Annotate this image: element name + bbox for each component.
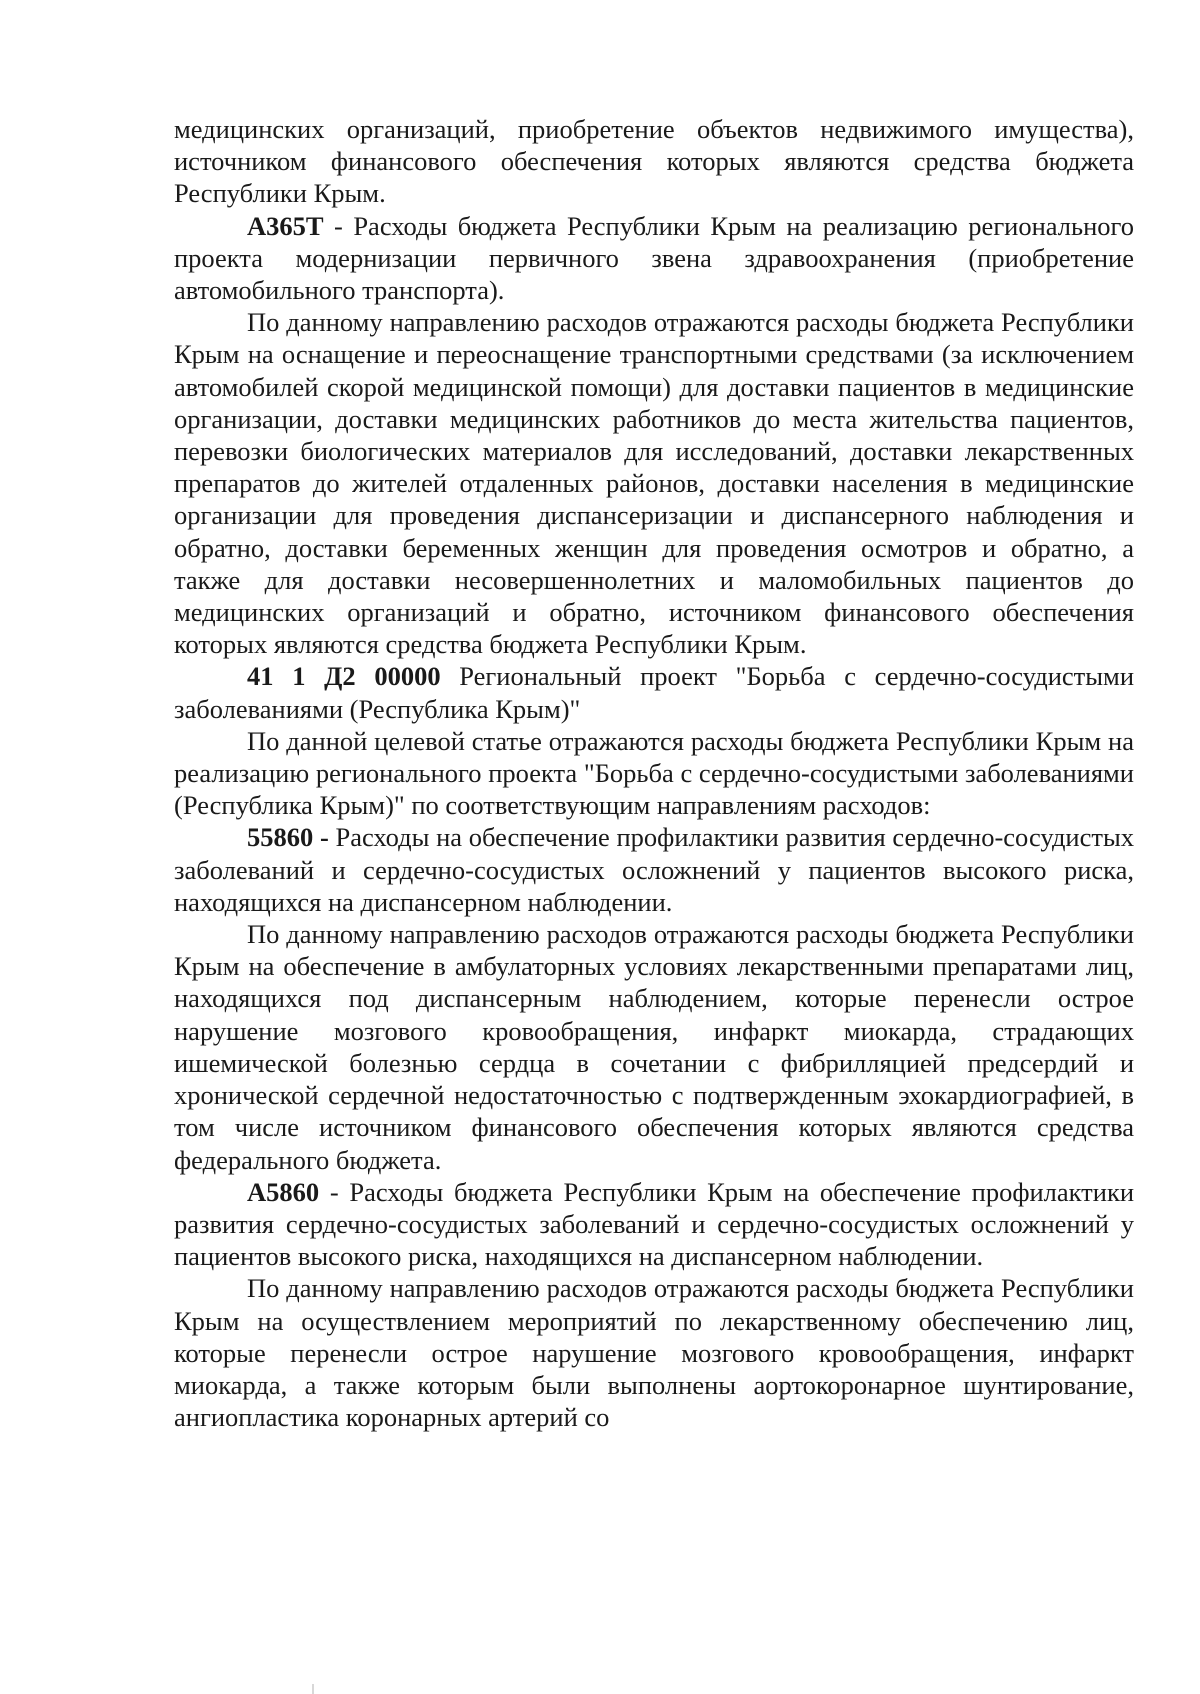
scan-artifact [312, 1684, 314, 1694]
paragraph-1 [174, 113, 1134, 210]
document-body [174, 113, 1134, 1433]
paragraph-2 [174, 210, 1134, 307]
expense-code-a5860: А5860 [247, 1176, 320, 1207]
expense-code-a365t: А365Т [247, 210, 324, 241]
target-article-code: 41 1 Д2 00000 [247, 661, 441, 692]
paragraph-6 [174, 821, 1134, 918]
paragraph-2-text: - Расходы бюджета Республики Крым на реализацию регионального проекта модернизации первичного звена здравоохранения (приобретение автомобильного транспорта). [174, 210, 1134, 306]
paragraph-3-text: По данному направлению расходов отражаются расходы бюджета Республики Крым на оснащение и переоснащение транспортными средствами (за исключением автомобилей скорой медицинской помощи) для доставки пациентов в медицинские организации, доставки медицинских работников до места жительства пациентов, перевозки биологических материалов для исследований, доставки лекарственных препаратов до жителей отдаленных районов, доставки населения в медицинские организации для проведения диспансеризации и диспансерного наблюдения и обратно, доставки беременных женщин для проведения осмотров и обратно, а также для доставки несовершеннолетних и маломобильных пациентов до медицинских организаций и обратно, источником финансового обеспечения которых являются средства бюджета Республики Крым. [174, 307, 1134, 660]
paragraph-7-text: По данному направлению расходов отражаются расходы бюджета Республики Крым на обеспечение в амбулаторных условиях лекарственными препаратами лиц, находящихся под диспансерным наблюдением, которые перенесли острое нарушение мозгового кровообращения, инфаркт миокарда, страдающих ишемической болезнью сердца в сочетании с фибрилляцией предсердий и хронической сердечной недостаточностью с подтвержденным эхокардиографией, в том числе источником финансового обеспечения которых являются средства федерального бюджета. [174, 919, 1134, 1175]
paragraph-7 [174, 918, 1134, 1176]
paragraph-3 [174, 306, 1134, 660]
paragraph-1-text: медицинских организаций, приобретение объектов недвижимого имущества), источником финансового обеспечения которых являются средства бюджета Республики Крым. [174, 114, 1134, 209]
paragraph-6-text: Расходы на обеспечение профилактики развития сердечно-сосудистых заболеваний и сердечно-сосудистых осложнений у пациентов высокого риска, находящихся на диспансерном наблюдении. [174, 822, 1135, 917]
paragraph-8-text: - Расходы бюджета Республики Крым на обеспечение профилактики развития сердечно-сосудистых заболеваний и сердечно-сосудистых осложнений у пациентов высокого риска, находящихся на диспансерном наблюдении. [174, 1176, 1134, 1272]
paragraph-8 [174, 1176, 1134, 1273]
paragraph-5 [174, 725, 1134, 822]
paragraph-9 [174, 1272, 1134, 1433]
paragraph-5-text: По данной целевой статье отражаются расходы бюджета Республики Крым на реализацию регионального проекта "Борьба с сердечно-сосудистыми заболеваниями (Республика Крым)" по соответствующим направлениям расходов: [174, 725, 1134, 821]
paragraph-9-text: По данному направлению расходов отражаются расходы бюджета Республики Крым на осуществлением мероприятий по лекарственному обеспечению лиц, которые перенесли острое нарушение мозгового кровообращения, инфаркт миокарда, а также которым были выполнены аортокоронарное шунтирование, ангиопластика коронарных артерий со [174, 1273, 1134, 1433]
paragraph-4-text: Региональный проект "Борьба с сердечно-сосудистыми заболеваниями (Республика Крым)" [174, 661, 1135, 724]
expense-code-55860: 55860 - [247, 822, 329, 853]
paragraph-4 [174, 660, 1134, 724]
